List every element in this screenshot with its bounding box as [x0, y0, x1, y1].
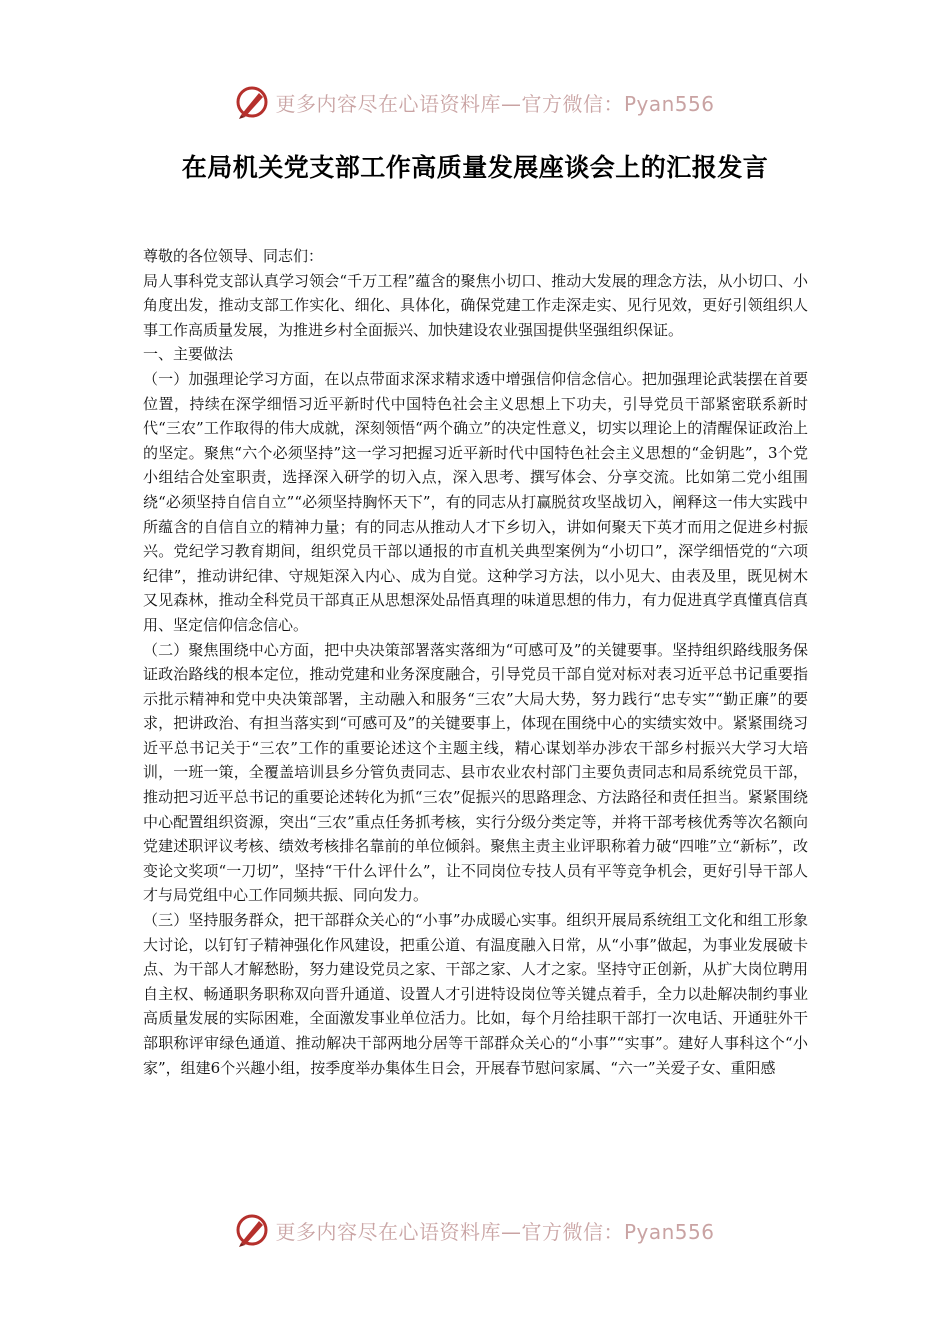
- paragraph-serve-masses: （三）坚持服务群众，把干部群众关心的“小事”办成暖心实事。组织开展局系统组工文化和组工形象大讨论，以钉钉子精神强化作风建设，把重公道、有温度融入日常，从“小事”做起，为事业发展破卡点、为干部人才解愁盼，努力建设党员之家、干部之家、人才之家。坚持守正创新，从扩大岗位聘用自主权、畅通职务职称双向晋升通道、设置人才引进特设岗位等关键点着手，全力以赴解决制约事业高质量发展的实际困难，全面激发事业单位活力。比如，每个月给挂职干部打一次电话、开通驻外干部职称评审绿色通道、推动解决干部两地分居等干部群众关心的“小事”“实事”。建好人事科这个“小家”，组建6个兴趣小组，按季度举办集体生日会，开展春节慰问家属、“六一”关爱子女、重阳感: [143, 911, 808, 1077]
- intro-paragraph: 局人事科党支部认真学习领会“千万工程”蕴含的聚焦小切口、推动大发展的理念方法，从小切口、小角度出发，推动支部工作实化、细化、具体化，确保党建工作走深走实、见行见效，更好引领组织人事工作高质量发展，为推进乡村全面振兴、加快建设农业强国提供坚强组织保证。: [143, 271, 808, 339]
- watermark-text-top: 更多内容尽在心语资料库—官方微信：Pyan556: [275, 91, 715, 116]
- pen-logo-icon: [235, 85, 269, 119]
- pen-logo-icon: [235, 1213, 269, 1247]
- watermark-banner-bottom: [0, 1210, 950, 1250]
- document-body: [143, 244, 808, 1080]
- paragraph-central-work: （二）聚焦围绕中心方面，把中央决策部署落实落细为“可感可及”的关键要事。坚持组织路线服务保证政治路线的根本定位，推动党建和业务深度融合，引导党员干部自觉对标对表习近平总书记重要指示批示精神和党中央决策部署，主动融入和服务“三农”大局大势，努力践行“忠专实”“勤正廉”的要求，把讲政治、有担当落实到“可感可及”的关键要事上，体现在围绕中心的实绩实效中。紧紧围绕习近平总书记关于“三农”工作的重要论述这个主题主线，精心谋划举办涉农干部乡村振兴大学习大培训，一班一策，全覆盖培训县乡分管负责同志、县市农业农村部门主要负责同志和局系统党员干部，推动把习近平总书记的重要论述转化为抓“三农”促振兴的思路理念、方法路径和责任担当。紧紧围绕中心配置组织资源，突出“三农”重点任务抓考核，实行分级分类定等，并将干部考核优秀等次名额向党建述职评议考核、绩效考核排名靠前的单位倾斜。聚焦主责主业评职称着力破“四唯”立“新标”，改变论文奖项“一刀切”，坚持“干什么评什么”，让不同岗位专技人员有平等竞争机会，更好引导干部人才与局党组中心工作同频共振、同向发力。: [143, 640, 808, 905]
- watermark-text-bottom: 更多内容尽在心语资料库—官方微信：Pyan556: [275, 1219, 715, 1244]
- greeting: 尊敬的各位领导、同志们：: [143, 247, 324, 265]
- document-title: 在局机关党支部工作高质量发展座谈会上的汇报发言: [181, 153, 769, 182]
- watermark-banner-top: [0, 82, 950, 122]
- section-heading: 一、主要做法: [143, 345, 234, 364]
- paragraph-theory-study: （一）加强理论学习方面，在以点带面求深求精求透中增强信仰信念信心。把加强理论武装摆在首要位置，持续在深学细悟习近平新时代中国特色社会主义思想上下功夫，引导党员干部紧密联系新时代“三农”工作取得的伟大成就，深刻领悟“两个确立”的决定性意义，切实以理论上的清醒保证政治上的坚定。聚焦“六个必须坚持”这一学习把握习近平新时代中国特色社会主义思想的“金钥匙”，3个党小组结合处室职责，选择深入研学的切入点，深入思考、撰写体会、分享交流。比如第二党小组围绕“必须坚持自信自立”“必须坚持胸怀天下”，有的同志从打赢脱贫攻坚战切入，阐释这一伟大实践中所蕴含的自信自立的精神力量；有的同志从推动人才下乡切入，讲如何聚天下英才而用之促进乡村振兴。党纪学习教育期间，组织党员干部以通报的市直机关典型案例为“小切口”，深学细悟党的“六项纪律”，推动讲纪律、守规矩深入内心、成为自觉。这种学习方法，以小见大、由表及里，既见树木又见森林，推动全科党员干部真正从思想深处品悟真理的味道思想的伟力，有力促进真学真懂真信真用、坚定信仰信念信心。: [143, 369, 808, 634]
